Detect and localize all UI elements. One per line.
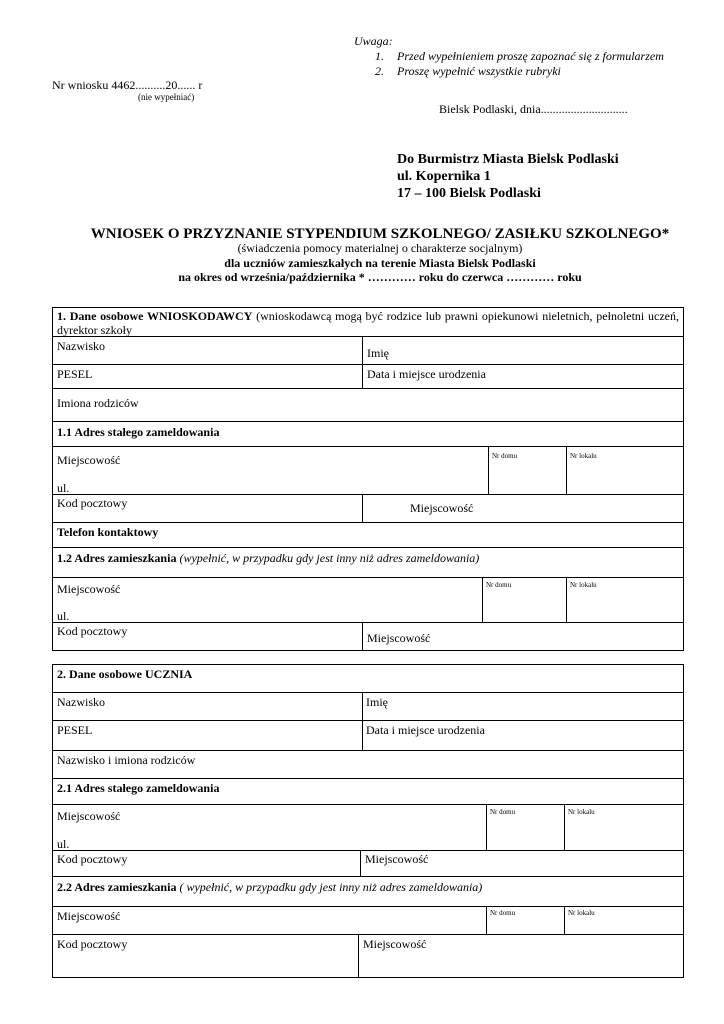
s1-reg-street-label: ul. xyxy=(57,481,70,495)
s2-pesel-label: PESEL xyxy=(57,723,93,737)
s2-res-flat-label: Nr lokalu xyxy=(568,909,595,917)
application-number: Nr wniosku 4462..........20...... r xyxy=(52,78,203,92)
notice-item-1: Przed wypełnieniem proszę zapoznać się z formularzem xyxy=(397,49,664,63)
s2-res-heading-note: ( wypełnić, w przypadku gdy jest inny niż adres zameldowania) xyxy=(176,880,483,894)
title-sub3: na okres od września/października * ………… roku do czerwca ………… roku xyxy=(178,270,582,284)
s2-reg-street-label: ul. xyxy=(57,837,70,851)
place-date: Bielsk Podlaski, dnia............................. xyxy=(439,102,628,116)
s2-res-city2-label: Miejscowość xyxy=(363,937,427,951)
s2-firstname-label: Imię xyxy=(366,695,388,709)
s1-res-heading-note: (wypełnić, w przypadku gdy jest inny niż adres zameldowania) xyxy=(176,551,480,565)
s1-res-street-label: ul. xyxy=(57,609,70,623)
s1-reg-flat-label: Nr lokalu xyxy=(570,452,597,460)
s1-phone-label: Telefon kontaktowy xyxy=(57,525,159,539)
s2-reg-house-label: Nr domu xyxy=(490,808,516,816)
s2-res-postcode-label: Kod pocztowy xyxy=(57,937,128,951)
document-title: WNIOSEK O PRZYZNANIE STYPENDIUM SZKOLNEGO/ ZASIŁKU SZKOLNEGO* xyxy=(90,226,670,242)
s1-res-postcode-label: Kod pocztowy xyxy=(57,624,128,638)
s1-reg-postcode-label: Kod pocztowy xyxy=(57,496,128,510)
section2-table xyxy=(52,664,684,978)
notice-item-2-num: 2. xyxy=(375,64,384,78)
s1-firstname-label: Imię xyxy=(367,346,389,360)
s1-reg-heading: 1.1 Adres stałego zameldowania xyxy=(57,425,220,439)
s2-reg-postcode-label: Kod pocztowy xyxy=(57,852,128,866)
title-sub1: (świadczenia pomocy materialnej o charakterze socjalnym) xyxy=(237,241,523,255)
s1-res-heading-title: 1.2 Adres zamieszkania xyxy=(57,551,177,565)
s2-res-city-label: Miejscowość xyxy=(57,909,121,923)
s2-reg-city-label: Miejscowość xyxy=(57,809,121,823)
section1-heading xyxy=(57,309,679,337)
notice-item-2: Proszę wypełnić wszystkie rubryki xyxy=(397,64,561,78)
notice-item-1-num: 1. xyxy=(375,49,384,63)
s2-res-heading-title: 2.2 Adres zamieszkania xyxy=(57,880,177,894)
addressee-line1: Do Burmistrz Miasta Bielsk Podlaski xyxy=(397,152,619,167)
s2-reg-city2-label: Miejscowość xyxy=(365,852,429,866)
section1-heading-title: 1. Dane osobowe WNIOSKODAWCY xyxy=(57,309,253,323)
section2-heading: 2. Dane osobowe UCZNIA xyxy=(57,667,193,681)
s1-res-flat-label: Nr lokalu xyxy=(570,581,597,589)
section1-heading-note: (wnioskodawcą mogą być rodzice lub prawni opiekunowi nieletnich, pełnoletni uczeń, dyrektor szkoły xyxy=(57,309,679,337)
s1-res-heading xyxy=(57,551,479,565)
s1-reg-city2-label: Miejscowość xyxy=(410,501,474,515)
s2-surname-label: Nazwisko xyxy=(57,695,105,709)
title-sub2: dla uczniów zamieszkałych na terenie Miasta Bielsk Podlaski xyxy=(224,256,536,270)
application-number-note: (nie wypełniać) xyxy=(138,92,195,102)
s2-birth-label: Data i miejsce urodzenia xyxy=(366,723,485,737)
s1-surname-label: Nazwisko xyxy=(57,339,105,353)
s1-birth-label: Data i miejsce urodzenia xyxy=(367,367,486,381)
s1-res-house-label: Nr domu xyxy=(486,581,512,589)
notice-heading: Uwaga: xyxy=(354,34,393,48)
addressee-line3: 17 – 100 Bielsk Podlaski xyxy=(397,186,541,201)
s1-pesel-label: PESEL xyxy=(57,367,93,381)
s1-reg-city-label: Miejscowość xyxy=(57,453,121,467)
s1-res-city2-label: Miejscowość xyxy=(367,631,431,645)
s2-res-heading xyxy=(57,880,482,894)
s1-res-city-label: Miejscowość xyxy=(57,582,121,596)
s2-res-house-label: Nr domu xyxy=(490,909,516,917)
s1-reg-house-label: Nr domu xyxy=(492,452,518,460)
s2-reg-heading: 2.1 Adres stałego zameldowania xyxy=(57,781,220,795)
s2-parents-label: Nazwisko i imiona rodziców xyxy=(57,753,196,767)
s1-parents-label: Imiona rodziców xyxy=(57,396,139,410)
s2-reg-flat-label: Nr lokalu xyxy=(568,808,595,816)
addressee-line2: ul. Kopernika 1 xyxy=(397,169,491,184)
